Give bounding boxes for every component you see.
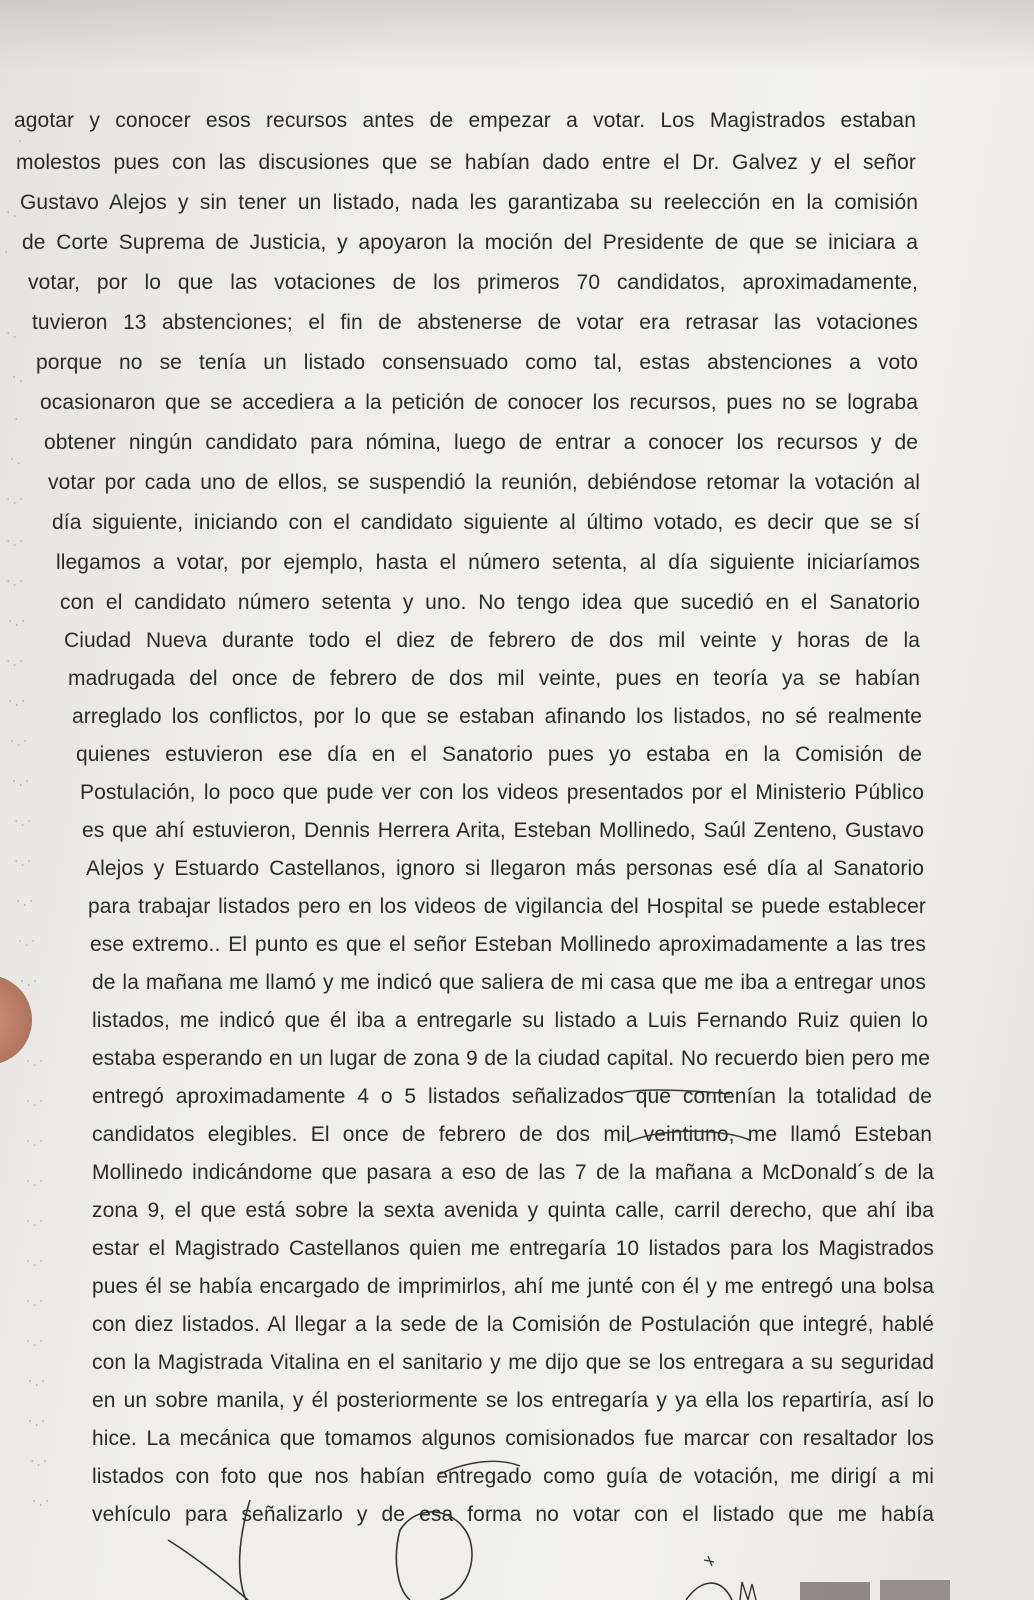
text-line: molestos pues con las discusiones que se habían dado entre el Dr. Galvez y el señor: [16, 151, 916, 174]
text-line: votar por cada uno de ellos, se suspendió la reunión, debiéndose retomar la votación al: [48, 471, 920, 494]
pen-stroke: [168, 1540, 248, 1600]
margin-mark: ·.·: [26, 1214, 46, 1230]
pen-stroke: [740, 1582, 756, 1600]
margin-mark: ·.·: [8, 694, 28, 710]
text-line: Alejos y Estuardo Castellanos, ignoro si llegaron más personas esé día al Sanatorio: [86, 857, 924, 880]
text-line: de Corte Suprema de Justicia, y apoyaron la moción del Presidente de que se iniciara a: [22, 231, 918, 254]
text-line: de la mañana me llamó y me indicó que saliera de mi casa que me iba a entregar unos: [92, 971, 926, 994]
margin-mark: ·.·: [28, 1374, 48, 1390]
text-line: votar, por lo que las votaciones de los primeros 70 candidatos, aproximadamente,: [28, 271, 918, 294]
pen-stroke: [622, 1090, 730, 1094]
margin-mark: ·.·: [26, 1174, 46, 1190]
text-line: hice. La mecánica que tomamos algunos comisionados fue marcar con resaltador los: [92, 1427, 934, 1450]
margin-mark: ·.·: [14, 814, 34, 830]
margin-mark: ·.·: [30, 1454, 50, 1470]
margin-mark: ·.·: [10, 734, 30, 750]
text-line: vehículo para señalizarlo y de esa forma no votar con el listado que me había: [92, 1503, 934, 1526]
text-line: ese extremo.. El punto es que el señor Esteban Mollinedo aproximadamente a las tres: [90, 933, 926, 956]
margin-mark: ·.: [12, 370, 25, 386]
margin-mark: ·.: [6, 205, 19, 221]
margin-mark: ·.·: [26, 1054, 46, 1070]
text-line: tuvieron 13 abstenciones; el fin de abstenerse de votar era retrasar las votaciones: [32, 311, 918, 334]
margin-mark: ·.·: [8, 614, 28, 630]
text-line: porque no se tenía un listado consensuado como tal, estas abstenciones a voto: [36, 351, 918, 374]
margin-mark: ·.·: [26, 1334, 46, 1350]
text-line: madrugada del once de febrero de dos mil veinte, pues en teoría ya se habían: [68, 667, 920, 690]
margin-mark: ·.·: [26, 1134, 46, 1150]
text-line: Ciudad Nueva durante todo el diez de febrero de dos mil veinte y horas de la: [64, 629, 920, 652]
text-line: con la Magistrada Vitalina en el sanitario y me dijo que se los entregara a su seguridad: [92, 1351, 934, 1374]
margin-mark: .: [18, 130, 25, 146]
text-line: ocasionaron que se accediera a la petición de conocer los recursos, pues no se lograba: [40, 391, 918, 414]
margin-mark: ·.·: [26, 1294, 46, 1310]
pen-stroke: [704, 1556, 714, 1566]
margin-mark: ·.·: [18, 934, 38, 950]
margin-mark: ·: [14, 412, 21, 428]
text-line: pues él se había encargado de imprimirlos, ahí me junté con él y me entregó una bolsa: [92, 1275, 934, 1298]
text-line: zona 9, el que está sobre la sexta avenida y quinta calle, carril derecho, que ahí iba: [92, 1199, 934, 1222]
text-line: listados con foto que nos habían entregado como guía de votación, me dirigí a mi: [92, 1465, 934, 1488]
text-line: Postulación, lo poco que pude ver con los videos presentados por el Ministerio Público: [80, 781, 924, 804]
text-line: Mollinedo indicándome que pasara a eso de las 7 de la mañana a McDonald´s de la: [92, 1161, 934, 1184]
margin-mark: ·.·: [20, 974, 40, 990]
margin-mark: ·.·: [32, 1494, 52, 1510]
margin-mark: ·: [4, 245, 11, 261]
text-line: en un sobre manila, y él posteriormente se los entregaría y ya ella los repartiría, así lo: [92, 1389, 934, 1412]
text-line: quienes estuvieron ese día en el Sanatorio pues yo estaba en la Comisión de: [76, 743, 922, 766]
text-line: con diez listados. Al llegar a la sede de la Comisión de Postulación que integré, hablé: [92, 1313, 934, 1336]
stamp-fragment: [880, 1580, 950, 1600]
text-line: estar el Magistrado Castellanos quien me entregaría 10 listados para los Magistrados: [92, 1237, 934, 1260]
margin-mark: ·.: [10, 452, 23, 468]
stamp-fragment: [800, 1582, 870, 1600]
pen-stroke: [440, 1461, 520, 1474]
text-line: para trabajar listados pero en los videos de vigilancia del Hospital se puede establecer: [88, 895, 926, 918]
margin-mark: ·.·: [28, 1414, 48, 1430]
pen-stroke: [396, 1530, 410, 1600]
text-line: es que ahí estuvieron, Dennis Herrera Arita, Esteban Mollinedo, Saúl Zenteno, Gustavo: [82, 819, 924, 842]
margin-mark: ·.·: [26, 1094, 46, 1110]
text-line: agotar y conocer esos recursos antes de empezar a votar. Los Magistrados estaban: [14, 109, 916, 132]
margin-mark: ·.·: [6, 492, 26, 508]
margin-mark: ·.·: [12, 774, 32, 790]
margin-mark: ·.·: [6, 654, 26, 670]
text-line: obtener ningún candidato para nómina, luego de entrar a conocer los recursos y de: [44, 431, 918, 454]
text-line: estaba esperando en un lugar de zona 9 de la ciudad capital. No recuerdo bien pero me: [92, 1047, 930, 1070]
margin-mark: ·.·: [14, 854, 34, 870]
text-line: arreglado los conflictos, por lo que se estaban afinando los listados, no sé realmente: [72, 705, 922, 728]
pen-stroke: [686, 1583, 732, 1600]
text-line: llegamos a votar, por ejemplo, hasta el número setenta, al día siguiente iniciaríamos: [56, 551, 920, 574]
text-line: listados, me indicó que él iba a entregarle su listado a Luis Fernando Ruiz quien lo: [92, 1009, 928, 1032]
pen-stroke: [628, 1131, 750, 1142]
margin-mark: ·.·: [26, 1254, 46, 1270]
pen-stroke: [240, 1500, 250, 1600]
margin-mark: ·.: [6, 326, 19, 342]
margin-mark: ·.·: [16, 894, 36, 910]
margin-mark: ·.·: [6, 534, 26, 550]
text-line: Gustavo Alejos y sin tener un listado, nada les garantizaba su reelección en la comisión: [20, 191, 918, 214]
margin-mark: ·.·: [6, 574, 26, 590]
text-line: candidatos elegibles. El once de febrero de dos mil veintiuno, me llamó Esteban: [92, 1123, 932, 1146]
text-line: entregó aproximadamente 4 o 5 listados señalizados que contenían la totalidad de: [92, 1085, 932, 1108]
text-line: día siguiente, iniciando con el candidato siguiente al último votado, es decir que se sí: [52, 511, 920, 534]
pen-stroke: [400, 1512, 472, 1600]
text-line: con el candidato número setenta y uno. No tengo idea que sucedió en el Sanatorio: [60, 591, 920, 614]
